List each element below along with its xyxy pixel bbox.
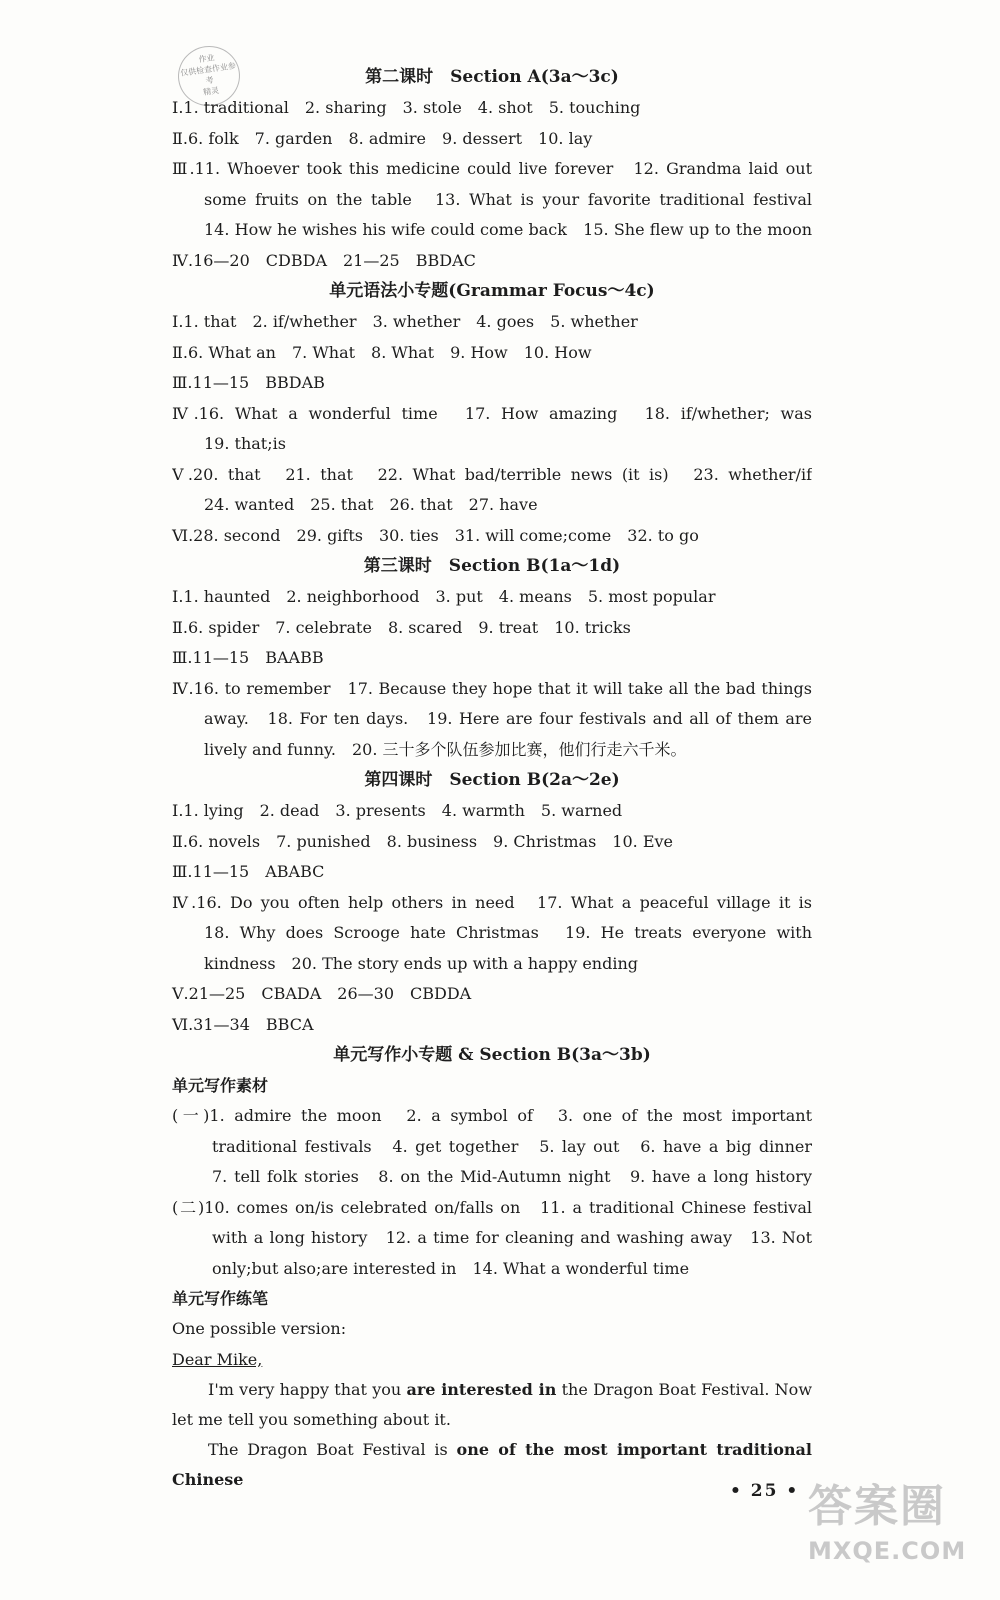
answer-line: Ⅴ.21—25 CBADA 26—30 CBDDA <box>172 984 472 1003</box>
answer-line: some fruits on the table 13. What is your favorite traditional festival <box>204 189 812 209</box>
answer-line: Ⅴ.20. that 21. that 22. What bad/terrible news (it is) 23. whether/if <box>172 464 812 484</box>
answer-line: kindness 20. The story ends up with a happy ending <box>204 953 639 973</box>
answer-line: Ⅱ.6. What an 7. What 8. What 9. How 10. How <box>172 342 592 362</box>
answer-line: Ⅲ.11. Whoever took this medicine could live forever 12. Grandma laid out <box>172 159 812 178</box>
page-number: • 25 • <box>730 1481 800 1501</box>
answer-line: Ⅳ.16. to remember 17. Because they hope that it will take all the bad things <box>172 678 812 698</box>
answer-line: Ⅰ.1. lying 2. dead 3. presents 4. warmth 5. warned <box>172 801 623 820</box>
answer-line: 7. tell folk stories 8. on the Mid-Autumn night 9. have a long history <box>212 1167 812 1186</box>
writing-material-title: 单元写作素材 <box>172 1076 269 1095</box>
letter-paragraph-1 <box>172 1375 812 1435</box>
section-title: 单元写作小专题 & Section B(3a～3b) <box>333 1045 651 1065</box>
stamp-line-3: 精灵 <box>202 85 220 97</box>
stamp-line-2: 仅供检查作业参考 <box>179 61 237 86</box>
section-title: 第二课时 Section A(3a～3c) <box>365 67 619 87</box>
answer-line: traditional festivals 4. get together 5. lay out 6. have a big dinner <box>212 1136 812 1156</box>
watermark-logo <box>808 1478 988 1588</box>
answer-line: with a long history 12. a time for cleaning and washing away 13. Not <box>212 1228 812 1247</box>
text-run-bold: one of the most important traditional Chinese <box>172 1440 813 1489</box>
answer-line: Ⅵ.31—34 BBCA <box>172 1014 314 1034</box>
watermark-line-1: 答案圈 <box>808 1481 946 1532</box>
answer-line: Ⅰ.1. that 2. if/whether 3. whether 4. goes 5. whether <box>172 312 638 331</box>
writing-practice-title: 单元写作练笔 <box>172 1289 269 1308</box>
watermark-line-2: MXQE.COM <box>808 1537 967 1565</box>
answer-line: Ⅰ.1. haunted 2. neighborhood 3. put 4. means 5. most popular <box>172 587 716 606</box>
answer-line: Ⅲ.11—15 BBDAB <box>172 373 325 392</box>
answer-line: (二)10. comes on/is celebrated on/falls on 11. a traditional Chinese festival <box>172 1197 812 1217</box>
section-title: 第四课时 Section B(2a～2e) <box>364 770 620 790</box>
salutation <box>172 1345 812 1376</box>
answer-line: 18. Why does Scrooge hate Christmas 19. He treats everyone with <box>204 923 812 942</box>
section-title: 单元语法小专题(Grammar Focus～4c) <box>329 281 655 301</box>
text-run-bold: are interested in <box>406 1380 557 1399</box>
answer-content <box>172 62 812 1495</box>
text-run: I'm very happy that you <box>208 1380 407 1399</box>
sample-intro: One possible version: <box>172 1319 347 1338</box>
answer-line: Ⅱ.6. spider 7. celebrate 8. scared 9. treat 10. tricks <box>172 617 631 637</box>
answer-line: 14. How he wishes his wife could come back 15. She flew up to the moon <box>204 220 812 239</box>
answer-line: Ⅳ.16. Do you often help others in need 17. What a peaceful village it is <box>172 892 812 912</box>
answer-line: (一)1. admire the moon 2. a symbol of 3. one of the most important <box>172 1106 812 1125</box>
answer-line: 24. wanted 25. that 26. that 27. have <box>204 495 538 514</box>
answer-line: Ⅳ.16. What a wonderful time 17. How amazing 18. if/whether; was <box>172 403 812 423</box>
answer-line: Ⅲ.11—15 BAABB <box>172 648 324 667</box>
answer-line: Ⅵ.28. second 29. gifts 30. ties 31. will come;come 32. to go <box>172 525 699 545</box>
answer-line: Ⅱ.6. folk 7. garden 8. admire 9. dessert 10. lay <box>172 128 593 148</box>
salutation-text: Dear Mike, <box>172 1349 263 1369</box>
answer-line: Ⅱ.6. novels 7. punished 8. business 9. Christmas 10. Eve <box>172 831 674 851</box>
letter-paragraph-2 <box>172 1435 812 1495</box>
section-title: 第三课时 Section B(1a～1d) <box>363 556 621 576</box>
answer-line: 19. that;is <box>204 434 286 453</box>
text-run: The Dragon Boat Festival is <box>208 1440 457 1459</box>
answer-line: Ⅳ.16—20 CDBDA 21—25 BBDAC <box>172 250 476 270</box>
answer-line: away. 18. For ten days. 19. Here are four festivals and all of them are <box>204 709 812 728</box>
answer-line: Ⅲ.11—15 ABABC <box>172 862 325 881</box>
answer-line: only;but also;are interested in 14. What a wonderful time <box>212 1258 690 1278</box>
answer-line: lively and funny. 20. 三十多个队伍参加比赛，他们行走六千米。 <box>204 739 687 759</box>
text-run: the Dragon Boat Festival. Now let me tell you something about it. <box>172 1380 813 1429</box>
answer-line: Ⅰ.1. traditional 2. sharing 3. stole 4. shot 5. touching <box>172 98 641 117</box>
stamp-line-1: 作业 <box>198 53 216 65</box>
